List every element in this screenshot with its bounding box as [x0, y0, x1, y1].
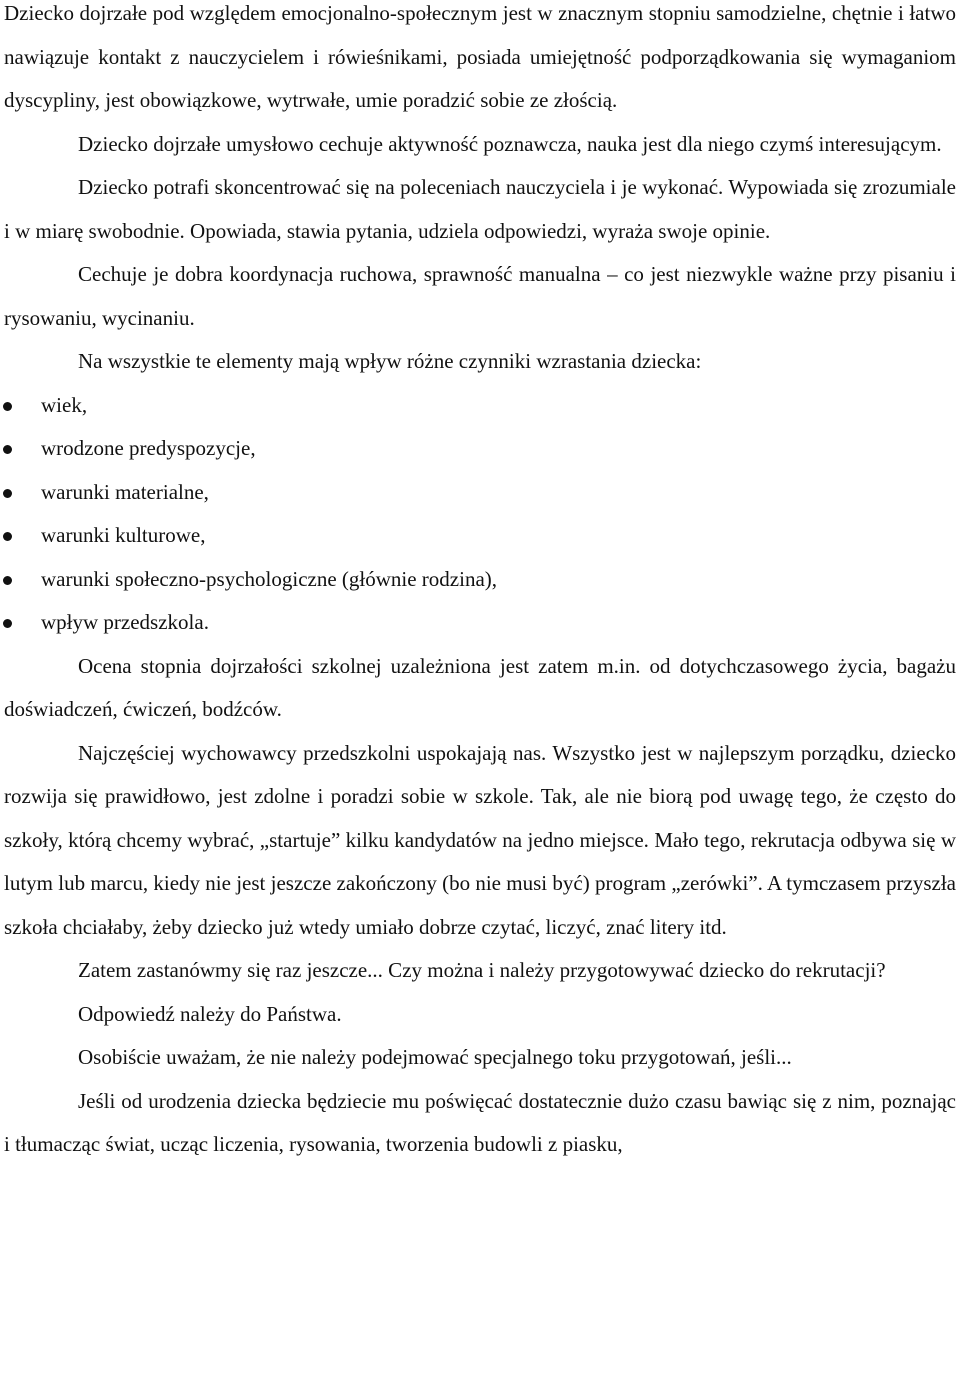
bullet-icon	[3, 576, 12, 585]
list-item	[4, 514, 956, 558]
list-item	[4, 601, 956, 645]
paragraph-personal-opinion: Osobiście uważam, że nie należy podejmować specjalnego toku przygotowań, jeśli...	[78, 1045, 792, 1069]
bullet-icon	[3, 619, 12, 628]
paragraph-kindergarten-teachers: Najczęściej wychowawcy przedszkolni uspokajają nas. Wszystko jest w najlepszym porządku, dziecko rozwija się prawidłowo, jest zdolne i poradzi sobie w szkole. Tak, ale nie biorą pod uwagę tego, że często do szkoły, którą chcemy wybrać, „startuje” kilku kandydatów na jedno miejsce. Mało tego, rekrutacja odbywa się w lutym lub marcu, kiedy nie jest jeszcze zakończony (bo nie musi być) program „zerówki”. A tymczasem przyszła szkoła chciałaby, żeby dziecko już wtedy umiało dobrze czytać, liczyć, znać litery itd.	[4, 740, 956, 939]
paragraph-concentration: Dziecko potrafi skoncentrować się na poleceniach nauczyciela i je wykonać. Wypowiada się zrozumiale i w miarę swobodnie. Opowiada, stawia pytania, udziela odpowiedzi, wyraża swoje opinie.	[4, 175, 956, 243]
paragraph-motor-coordination: Cechuje je dobra koordynacja ruchowa, sprawność manualna – co jest niezwykle ważne przy pisaniu i rysowaniu, wycinaniu.	[4, 262, 956, 330]
list-item-text: warunki materialne,	[41, 479, 209, 504]
bullet-icon	[3, 445, 12, 454]
list-item	[4, 471, 956, 515]
document-page	[4, 0, 956, 1167]
list-item-text: wrodzone predyspozycje,	[41, 436, 256, 460]
paragraph-question: Zatem zastanówmy się raz jeszcze... Czy można i należy przygotowywać dziecko do rekrutacji?	[78, 958, 886, 982]
paragraph-mental-maturity: Dziecko dojrzałe umysłowo cechuje aktywność poznawcza, nauka jest dla niego czymś interesującym.	[78, 131, 942, 156]
list-item	[4, 558, 956, 602]
list-item-text: wiek,	[41, 392, 88, 417]
bullet-icon	[3, 489, 12, 498]
list-item-text: warunki społeczno-psychologiczne (głównie rodzina),	[41, 566, 498, 591]
paragraph-emotional-social-maturity: Dziecko dojrzałe pod względem emocjonalno-społecznym jest w znacznym stopniu samodzielne, chętnie i łatwo nawiązuje kontakt z nauczycielem i rówieśnikami, posiada umiejętność podporządkowania się wymaganiom dyscypliny, jest obowiązkowe, wytrwałe, umie poradzić sobie ze złością.	[4, 1, 956, 112]
paragraph-factors-intro: Na wszystkie te elementy mają wpływ różne czynniki wzrastania dziecka:	[78, 349, 702, 373]
list-item-text: warunki kulturowe,	[41, 523, 206, 547]
factors-list	[4, 384, 956, 645]
bullet-icon	[3, 402, 12, 411]
list-item-text: wpływ przedszkola.	[41, 610, 209, 634]
paragraph-answer: Odpowiedź należy do Państwa.	[78, 1001, 342, 1026]
list-item	[4, 384, 956, 428]
bullet-icon	[3, 532, 12, 541]
list-item	[4, 427, 956, 471]
paragraph-maturity-assessment: Ocena stopnia dojrzałości szkolnej uzależniona jest zatem m.in. od dotychczasowego życia, bagażu doświadczeń, ćwiczeń, bodźców.	[4, 653, 956, 721]
paragraph-conditional: Jeśli od urodzenia dziecka będziecie mu poświęcać dostatecznie dużo czasu bawiąc się z nim, poznając i tłumacząc świat, ucząc liczenia, rysowania, tworzenia budowli z piasku,	[4, 1088, 956, 1156]
